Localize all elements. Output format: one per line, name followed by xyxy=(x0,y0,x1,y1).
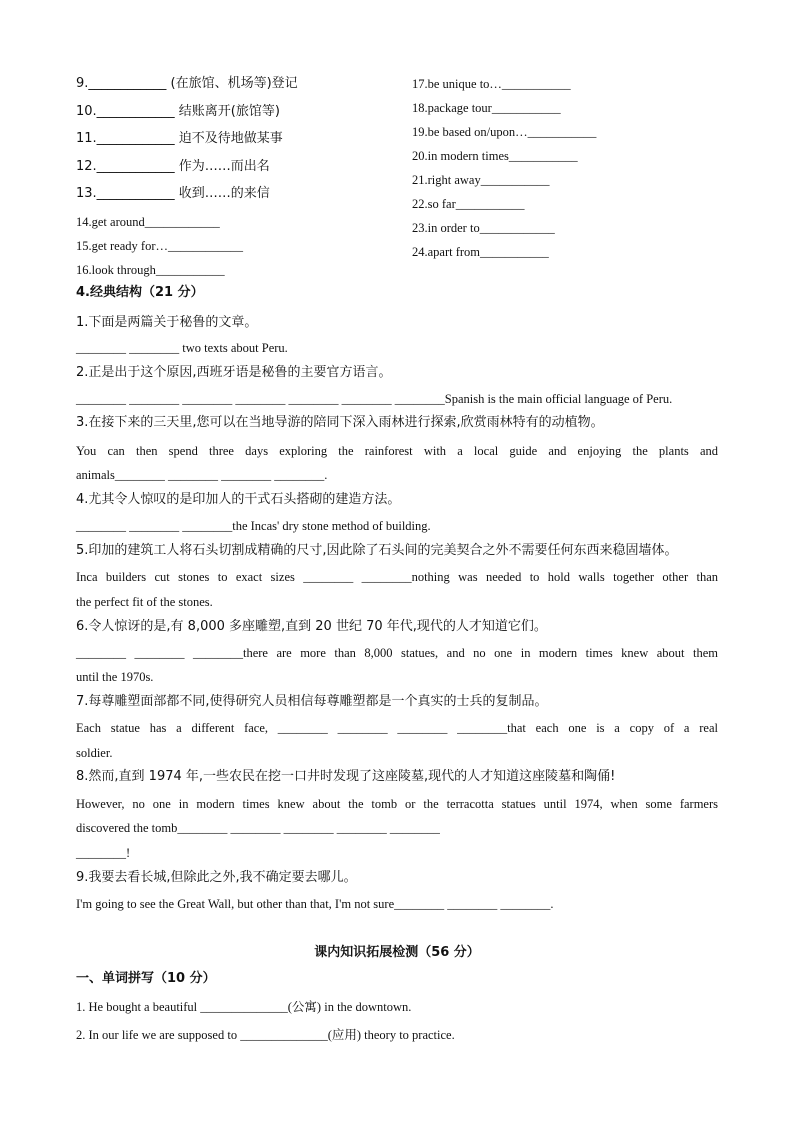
structure-9-english: I'm going to see the Great Wall, but other than that, I'm not sure________ ________ ________. xyxy=(76,897,554,911)
vocab-item-21: 21.right away___________ xyxy=(412,173,550,187)
vocab-item-11: 11.____________ 迫不及待地做某事 xyxy=(76,131,283,146)
structure-7-english-line1: Each statue has a different face, ________ ________ ________ ________that each one is a copy of a real xyxy=(76,721,718,735)
structure-8-english-line1: However, no one in modern times knew about the tomb or the terracotta statues until 1974, when some farmers xyxy=(76,797,718,811)
vocab-item-13: 13.____________ 收到……的来信 xyxy=(76,186,270,201)
structure-4-english: ________ ________ ________the Incas' dry stone method of building. xyxy=(76,519,431,533)
vocab-item-22: 22.so far___________ xyxy=(412,197,525,211)
vocab-item-9: 9.____________ (在旅馆、机场等)登记 xyxy=(76,76,298,91)
vocab-item-23: 23.in order to____________ xyxy=(412,221,555,235)
structure-3-chinese: 3.在接下来的三天里,您可以在当地导游的陪同下深入雨林进行探索,欣赏雨林特有的动植物。 xyxy=(76,415,604,430)
spelling-item-1: 1. He bought a beautiful ______________(公寓) in the downtown. xyxy=(76,1000,412,1014)
spelling-heading: 一、单词拼写（10 分） xyxy=(76,971,216,986)
structure-7-chinese: 7.每尊雕塑面部都不同,使得研究人员相信每尊雕塑都是一个真实的士兵的复制品。 xyxy=(76,694,548,709)
structure-5-english-line1: Inca builders cut stones to exact sizes ________ ________nothing was needed to hold walls together other than xyxy=(76,570,718,584)
vocab-item-10: 10.____________ 结账离开(旅馆等) xyxy=(76,103,280,119)
spelling-item-2: 2. In our life we are supposed to ______________(应用) theory to practice. xyxy=(76,1028,455,1042)
vocab-item-14: 14.get around____________ xyxy=(76,214,220,229)
vocab-item-24: 24.apart from___________ xyxy=(412,245,549,259)
structure-7-english-line2: soldier. xyxy=(76,746,113,760)
structure-3-english-line1: You can then spend three days exploring the rainforest with a local guide and enjoying the plants and xyxy=(76,444,718,458)
structure-1-english: ________ ________ two texts about Peru. xyxy=(76,341,288,355)
structure-1-chinese: 1.下面是两篇关于秘鲁的文章。 xyxy=(76,315,258,330)
vocab-item-15: 15.get ready for…____________ xyxy=(76,238,243,253)
extension-test-title: 课内知识拓展检测（56 分） xyxy=(314,945,480,960)
structure-9-chinese: 9.我要去看长城,但除此之外,我不确定要去哪儿。 xyxy=(76,870,357,885)
section4-heading: 4.经典结构（21 分） xyxy=(76,285,204,300)
structure-6-chinese: 6.令人惊讶的是,有 8,000 多座雕塑,直到 20 世纪 70 年代,现代的人才知道它们。 xyxy=(76,619,547,634)
vocab-left-column xyxy=(76,76,298,286)
vocab-item-16: 16.look through___________ xyxy=(76,262,225,277)
structure-6-english-line1: ________ ________ ________there are more than 8,000 statues, and no one in modern times knew about them xyxy=(76,646,718,660)
structure-3-english-line2: animals________ ________ ________ ________. xyxy=(76,468,328,482)
structure-4-chinese: 4.尤其令人惊叹的是印加人的干式石头搭砌的建造方法。 xyxy=(76,492,401,507)
vocab-item-18: 18.package tour___________ xyxy=(412,101,561,115)
structure-8-chinese: 8.然而,直到 1974 年,一些农民在挖一口井时发现了这座陵墓,现代的人才知道这座陵墓和陶俑! xyxy=(76,769,616,784)
structure-2-english: ________ ________ ________ ________ ________ ________ ________Spanish is the main official language of Peru. xyxy=(76,392,673,406)
structure-5-chinese: 5.印加的建筑工人将石头切割成精确的尺寸,因此除了石头间的完美契合之外不需要任何东西来稳固墙体。 xyxy=(76,543,678,558)
structure-6-english-line2: until the 1970s. xyxy=(76,670,154,684)
structure-8-english-line2: discovered the tomb________ ________ ________ ________ ________ xyxy=(76,821,440,835)
vocab-right-column xyxy=(412,76,596,268)
vocab-item-20: 20.in modern times___________ xyxy=(412,149,578,163)
structure-8-english-line3: ________! xyxy=(76,846,131,860)
vocabulary-section xyxy=(76,76,736,282)
structure-5-english-line2: the perfect fit of the stones. xyxy=(76,595,213,609)
vocab-item-17: 17.be unique to…___________ xyxy=(412,77,571,91)
structure-2-chinese: 2.正是出于这个原因,西班牙语是秘鲁的主要官方语言。 xyxy=(76,365,392,380)
vocab-item-12: 12.____________ 作为……而出名 xyxy=(76,158,270,174)
vocab-item-19: 19.be based on/upon…___________ xyxy=(412,125,597,139)
